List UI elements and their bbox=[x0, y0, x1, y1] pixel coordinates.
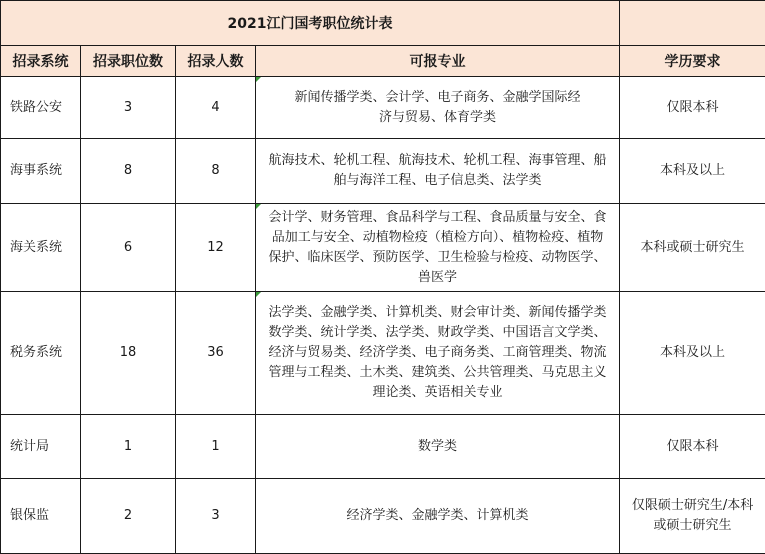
cell-positions: 1 bbox=[81, 415, 176, 479]
cell-people: 4 bbox=[176, 77, 256, 139]
table-title: 2021江门国考职位统计表 bbox=[1, 1, 620, 46]
cell-majors bbox=[256, 139, 620, 204]
majors-text: 数学类 bbox=[418, 439, 457, 454]
cell-system: 统计局 bbox=[1, 415, 81, 479]
header-education: 学历要求 bbox=[620, 46, 765, 77]
table-row bbox=[1, 292, 765, 415]
cell-system: 海关系统 bbox=[1, 204, 81, 292]
cell-people: 12 bbox=[176, 204, 256, 292]
cell-system: 铁路公安 bbox=[1, 77, 81, 139]
education-text: 仅限硕士研究生/本科或硕士研究生 bbox=[620, 496, 765, 536]
table-row bbox=[1, 479, 765, 554]
cell-positions: 3 bbox=[81, 77, 176, 139]
cell-system: 银保监 bbox=[1, 479, 81, 554]
header-positions: 招录职位数 bbox=[81, 46, 176, 77]
cell-majors bbox=[256, 415, 620, 479]
cell-positions: 8 bbox=[81, 139, 176, 204]
cell-people: 1 bbox=[176, 415, 256, 479]
majors-text: 经济学类、金融学类、计算机类 bbox=[347, 508, 529, 523]
cell-people: 36 bbox=[176, 292, 256, 415]
table-row bbox=[1, 77, 765, 139]
cell-system: 税务系统 bbox=[1, 292, 81, 415]
cell-education: 本科或硕士研究生 bbox=[620, 204, 765, 292]
cell-majors bbox=[256, 292, 620, 415]
cell-positions: 6 bbox=[81, 204, 176, 292]
majors-text: 航海技术、轮机工程、航海技术、轮机工程、海事管理、船舶与海洋工程、电子信息类、法学类 bbox=[262, 151, 613, 191]
majors-text: 新闻传播学类、会计学、电子商务、金融学国际经济与贸易、体育学类 bbox=[262, 88, 613, 128]
header-majors: 可报专业 bbox=[256, 46, 620, 77]
cell-education bbox=[620, 479, 765, 554]
cell-people: 3 bbox=[176, 479, 256, 554]
majors-text: 会计学、财务管理、食品科学与工程、食品质量与安全、食品加工与安全、动植物检疫（植检方向）、植物检疫、植物保护、临床医学、预防医学、卫生检验与检疫、动物医学、兽医学 bbox=[262, 208, 613, 288]
title-row bbox=[1, 1, 765, 46]
cell-education: 仅限本科 bbox=[620, 77, 765, 139]
majors-text: 法学类、金融学类、计算机类、财会审计类、新闻传播学类数学类、统计学类、法学类、财政学类、中国语言文学类、经济与贸易类、经济学类、电子商务类、工商管理类、物流管理与工程类、土木类、建筑类、公共管理类、马克思主义理论类、英语相关专业 bbox=[262, 303, 613, 403]
cell-positions: 18 bbox=[81, 292, 176, 415]
cell-people: 8 bbox=[176, 139, 256, 204]
cell-education: 本科及以上 bbox=[620, 139, 765, 204]
title-blank-cell bbox=[620, 1, 765, 46]
cell-majors bbox=[256, 204, 620, 292]
header-system: 招录系统 bbox=[1, 46, 81, 77]
header-row bbox=[1, 46, 765, 77]
cell-education: 仅限本科 bbox=[620, 415, 765, 479]
header-people: 招录人数 bbox=[176, 46, 256, 77]
cell-majors bbox=[256, 479, 620, 554]
cell-majors bbox=[256, 77, 620, 139]
table-row bbox=[1, 204, 765, 292]
cell-system: 海事系统 bbox=[1, 139, 81, 204]
table-row bbox=[1, 415, 765, 479]
cell-education: 本科及以上 bbox=[620, 292, 765, 415]
cell-positions: 2 bbox=[81, 479, 176, 554]
table-row bbox=[1, 139, 765, 204]
